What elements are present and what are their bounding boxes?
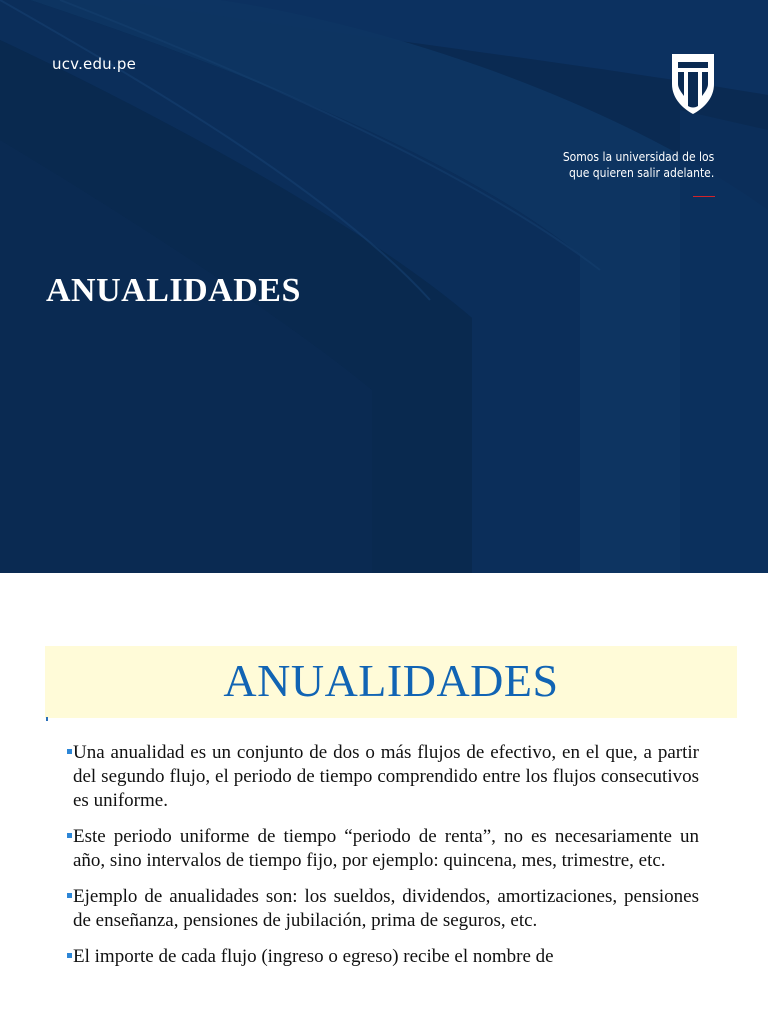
bullet-item: [73, 741, 699, 813]
slide-title: ANUALIDADES: [223, 655, 559, 706]
bullet-text: El importe de cada flujo (ingreso o egreso) recibe el nombre de: [73, 946, 554, 967]
bullet-text: Este periodo uniforme de tiempo “periodo de renta”, no es necesariamente un año, sino intervalos de tiempo fijo, por ejemplo: quincena, mes, trimestre, etc.: [73, 826, 699, 871]
bullet-square-icon: [67, 953, 72, 958]
bullet-item: [73, 945, 699, 969]
bullet-square-icon: [67, 893, 72, 898]
tagline-line-1: Somos la universidad de los: [562, 150, 714, 164]
tagline-line-2: que quieren salir adelante.: [568, 166, 714, 180]
bullet-square-icon: [67, 749, 72, 754]
cover-title: ANUALIDADES: [46, 272, 301, 309]
site-url: ucv.edu.pe: [52, 55, 137, 73]
accent-rule: [693, 196, 715, 197]
tagline: [563, 149, 714, 181]
bullet-text: Ejemplo de anualidades son: los sueldos, dividendos, amortizaciones, pensiones de enseñanza, pensiones de jubilación, prima de seguros, etc.: [73, 886, 699, 931]
bullet-list: [73, 741, 699, 981]
bullet-item: [73, 825, 699, 873]
content-slide: [0, 573, 768, 1024]
bullet-square-icon: [67, 833, 72, 838]
ucv-shield-logo-icon: [672, 54, 714, 114]
title-tick: [46, 717, 48, 721]
bullet-item: [73, 885, 699, 933]
title-band: [45, 646, 737, 718]
bullet-text: Una anualidad es un conjunto de dos o más flujos de efectivo, en el que, a partir del segundo flujo, el periodo de tiempo comprendido entre los flujos consecutivos es uniforme.: [73, 742, 699, 811]
